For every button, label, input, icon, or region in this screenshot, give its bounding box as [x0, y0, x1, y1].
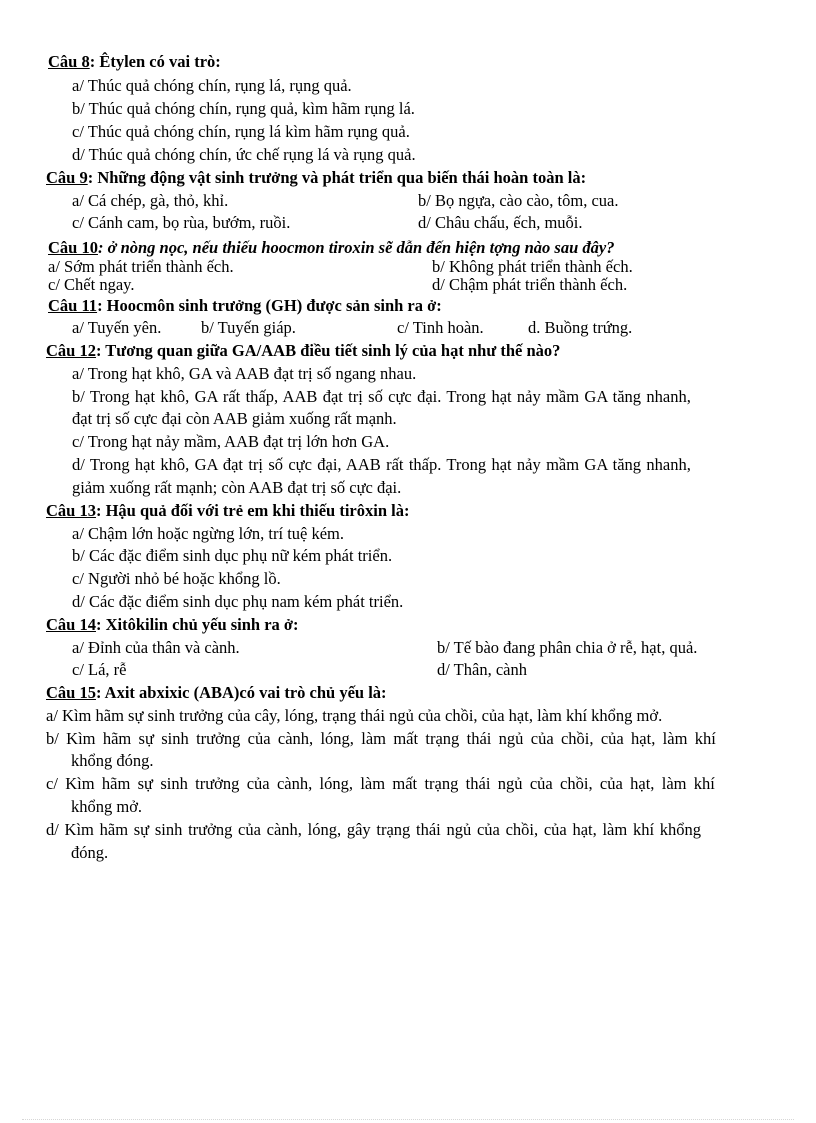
- question-9-option-d: d/ Châu chấu, ếch, muỗi.: [418, 213, 583, 232]
- question-9-text: : Những động vật sinh trưởng và phát triển qua biến thái hoàn toàn là:: [87, 168, 587, 187]
- question-10-option-d: d/ Chậm phát triển thành ếch.: [432, 275, 628, 294]
- question-13-heading: [46, 501, 409, 521]
- question-14-text: : Xitôkilin chủ yếu sinh ra ở:: [95, 615, 299, 634]
- question-13-option-c: c/ Người nhỏ bé hoặc khổng lồ.: [72, 569, 281, 588]
- question-14-label: Câu 14: [46, 615, 96, 634]
- question-15-label: Câu 15: [46, 683, 96, 702]
- question-9-option-a: a/ Cá chép, gà, thỏ, khỉ.: [72, 191, 229, 210]
- question-15-option-d-cont: đóng.: [71, 843, 109, 862]
- question-9-option-b: b/ Bọ ngựa, cào cào, tôm, cua.: [418, 191, 619, 210]
- question-10-option-c: c/ Chết ngay.: [48, 275, 135, 294]
- question-12-heading: [46, 341, 560, 361]
- question-14-heading: [46, 615, 299, 635]
- question-10-heading: [48, 238, 614, 258]
- question-13-label: Câu 13: [46, 501, 96, 520]
- question-15-option-c-cont: khổng mở.: [71, 797, 143, 816]
- question-12-label: Câu 12: [46, 341, 96, 360]
- question-12-text: : Tương quan giữa GA/AAB điều tiết sinh lý của hạt như thế nào?: [95, 341, 561, 360]
- question-8-heading: [48, 52, 221, 72]
- question-12-option-a: a/ Trong hạt khô, GA và AAB đạt trị số ngang nhau.: [72, 364, 417, 383]
- question-15-option-a: a/ Kìm hãm sự sinh trưởng của cây, lóng, trạng thái ngủ của chồi, của hạt, làm khí khổng mở.: [46, 706, 663, 725]
- question-11-heading: [48, 296, 442, 316]
- page-bottom-border: [22, 1119, 794, 1120]
- question-13-option-d: d/ Các đặc điểm sinh dục phụ nam kém phát triển.: [72, 592, 404, 611]
- question-14-option-b: b/ Tế bào đang phân chia ở rễ, hạt, quả.: [437, 638, 698, 657]
- question-8-option-d: d/ Thúc quả chóng chín, ức chế rụng lá và rụng quả.: [72, 145, 416, 164]
- question-15-heading: [46, 683, 387, 703]
- question-13-text: : Hậu quả đối với trẻ em khi thiếu tirôxin là:: [95, 501, 410, 520]
- question-12-option-d: d/ Trong hạt khô, GA đạt trị số cực đại, AAB rất thấp. Trong hạt nảy mầm GA tăng nhanh,: [72, 455, 691, 474]
- question-10-text: : ở nòng nọc, nếu thiếu hoocmon tiroxin sẽ dẫn đến hiện tợng nào sau đây?: [97, 238, 615, 257]
- question-11-option-b: b/ Tuyến giáp.: [201, 318, 296, 337]
- question-14-option-c: c/ Lá, rễ: [72, 660, 127, 679]
- question-15-text: : Axit abxixic (ABA)có vai trò chủ yếu là:: [95, 683, 387, 702]
- question-12-option-b: b/ Trong hạt khô, GA rất thấp, AAB đạt trị số cực đại. Trong hạt nảy mầm GA tăng nhanh,: [72, 387, 691, 406]
- question-15-option-b-cont: khổng đóng.: [71, 751, 154, 770]
- question-11-option-d: d. Buồng trứng.: [528, 318, 633, 337]
- question-8-option-c: c/ Thúc quả chóng chín, rụng lá kìm hãm rụng quả.: [72, 122, 410, 141]
- question-9-heading: [46, 168, 586, 188]
- question-12-option-c: c/ Trong hạt nảy mầm, AAB đạt trị lớn hơn GA.: [72, 432, 390, 451]
- question-15-option-d: d/ Kìm hãm sự sinh trưởng của cành, lóng, gây trạng thái ngủ của chồi, của hạt, làm khí khổng: [46, 820, 701, 839]
- question-15-option-c: c/ Kìm hãm sự sinh trưởng của cành, lóng, làm mất trạng thái ngủ của chồi, của hạt, làm khí: [46, 774, 715, 793]
- question-9-label: Câu 9: [46, 168, 88, 187]
- question-13-option-b: b/ Các đặc điểm sinh dục phụ nữ kém phát triển.: [72, 546, 393, 565]
- question-10-option-b: b/ Không phát triển thành ếch.: [432, 257, 633, 276]
- question-8-label: Câu 8: [48, 52, 90, 71]
- question-11-option-c: c/ Tinh hoàn.: [397, 318, 484, 337]
- question-8-option-a: a/ Thúc quả chóng chín, rụng lá, rụng quả.: [72, 76, 352, 95]
- question-11-label: Câu 11: [48, 296, 98, 315]
- question-10-option-a: a/ Sớm phát triển thành ếch.: [48, 257, 234, 276]
- question-8-text: : Êtylen có vai trò:: [89, 52, 221, 71]
- question-15-option-b: b/ Kìm hãm sự sinh trưởng của cành, lóng, làm mất trạng thái ngủ của chồi, của hạt, làm khí: [46, 729, 716, 748]
- question-12-option-d-cont: giảm xuống rất mạnh; còn AAB đạt trị số cực đại.: [72, 478, 402, 497]
- question-14-option-a: a/ Đỉnh của thân và cành.: [72, 638, 240, 657]
- question-9-option-c: c/ Cánh cam, bọ rùa, bướm, ruồi.: [72, 213, 291, 232]
- question-11-option-a: a/ Tuyến yên.: [72, 318, 162, 337]
- question-13-option-a: a/ Chậm lớn hoặc ngừng lớn, trí tuệ kém.: [72, 524, 345, 543]
- question-10-label: Câu 10: [48, 238, 98, 257]
- question-8-option-b: b/ Thúc quả chóng chín, rụng quả, kìm hãm rụng lá.: [72, 99, 415, 118]
- question-11-text: : Hoocmôn sinh trưởng (GH) được sản sinh ra ở:: [97, 296, 442, 315]
- question-12-option-b-cont: đạt trị số cực đại còn AAB giảm xuống rất mạnh.: [72, 409, 397, 428]
- question-14-option-d: d/ Thân, cành: [437, 660, 527, 679]
